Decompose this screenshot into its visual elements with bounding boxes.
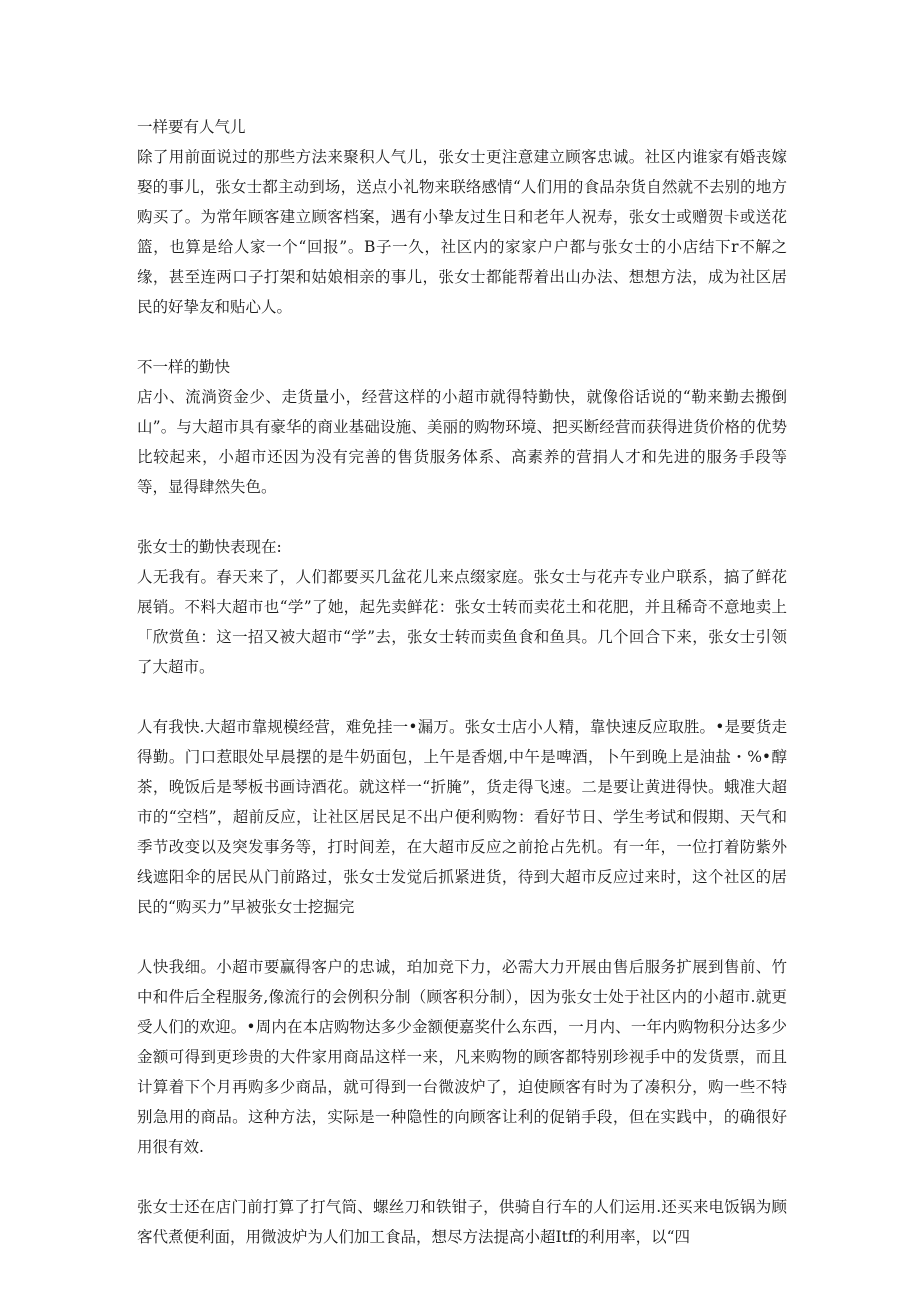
paragraph-gap <box>137 1162 787 1192</box>
paragraph-small-store-challenges: 店小、流淌资金少、走货量小，经营这样的小超市就得特勤快，就像俗话说的“勒来勤去搬倒山”。与大超市具有豪华的商业基础设施、美丽的购物环境、把买断经营而获得进货价格的优势比较起来，小超市还因为没有完善的售货服务体系、高素养的营捐人才和先进的服务手段等等，显得肆然失色。 <box>137 388 787 496</box>
paragraph-what-others-lack: 人无我有。春天来了，人们都要买几盆花儿来点缀家庭。张女士与花卉专业户联系，搞了鲜花展销。不料大超市也“学”了她，起先卖鲜花：张女士转而卖花土和花肥，并且稀奇不意地卖上「欣赏鱼：这一招又被大超市“学”去，张女士转而卖鱼食和鱼具。几个回合下来，张女士引领了大超市。 <box>137 568 787 676</box>
section-heading-diligence: 不一样的勤快 <box>137 358 231 376</box>
section-heading-diligence-examples: 张女士的勤快表现在: <box>137 538 282 556</box>
paragraph-gap <box>137 322 787 352</box>
paragraph-detailed-service: 人快我细。小超市要赢得客户的忠诚，珀加竞下力，必需大力开展由售后服务扩展到售前、竹中和件后全程服务,像流行的会例积分制（顾客积分制），因为张女士处于社区内的小超市.就更受人们的欢迎。•周内在本店购物达多少金额便嘉奖什么东西，一月内、一年内购物积分达多少金额可得到更珍贵的大件家用商品这样一来，凡来购物的顾客都特别珍视手中的发货票，而且计算着下个月再购多少商品，就可得到一台微波炉了，迫使顾客有时为了凑积分，购一些不特别急用的商品。这种方法，实际是一种隐性的向顾客让利的促销手段，但在实践中，的确很好用很有效. <box>137 958 787 1156</box>
paragraph-convenience-services: 张女士还在店门前打算了打气筒、螺丝刀和铁钳子，供骑自行车的人们运用.还买来电饭锅为顾客代煮便利面，用微波炉为人们加工食品，想尽方法提高小超Itf的利用率，以“四 <box>137 1198 787 1246</box>
paragraph-gap <box>137 502 787 532</box>
section-heading-popularity: 一样要有人气儿 <box>137 118 246 136</box>
paragraph-gap <box>137 682 787 712</box>
document-page <box>137 112 787 1252</box>
paragraph-faster-response: 人有我快.大超市靠规模经营，难免挂一•漏万。张女士店小人精，靠快速反应取胜。•是要货走得勤。门口惹眼处早晨摆的是牛奶面包，上午是香烟,中午是啤酒，卜午到晚上是油盐・%•醇茶，晚饭后是琴板书画诗酒花。就这样一“折腌”，货走得飞速。二是要让黄进得快。蛾准大超市的“空档”，超前反应，让社区居民足不出户便利购物：看好节日、学生考试和假期、天气和季节改变以及突发事务等，打时间差，在大超市反应之前抢占先机。有一年，一位打着防紫外线遮阳伞的居民从门前路过，张女士发觉后抓紧进货，待到大超市反应过来时，这个社区的居民的“购买力”早被张女士挖掘完 <box>137 718 787 916</box>
paragraph-gap <box>137 922 787 952</box>
paragraph-customer-loyalty: 除了用前面说过的那些方法来聚积人气儿，张女士更注意建立顾客忠诚。社区内谁家有婚丧嫁娶的事儿，张女士都主动到场，送点小礼物来联络感情“人们用的食品杂货自然就不去别的地方购买了。为常年顾客建立顾客档案，遇有小挚友过生日和老年人祝寿，张女士或赠贺卡或送花篮，也算是给人家一个“回报”。B子一久，社区内的家家户户都与张女士的小店结下r不解之缘，甚至连两口子打架和姑娘相亲的事儿，张女士都能帮着出山办法、想想方法，成为社区居民的好挚友和贴心人。 <box>137 148 787 316</box>
